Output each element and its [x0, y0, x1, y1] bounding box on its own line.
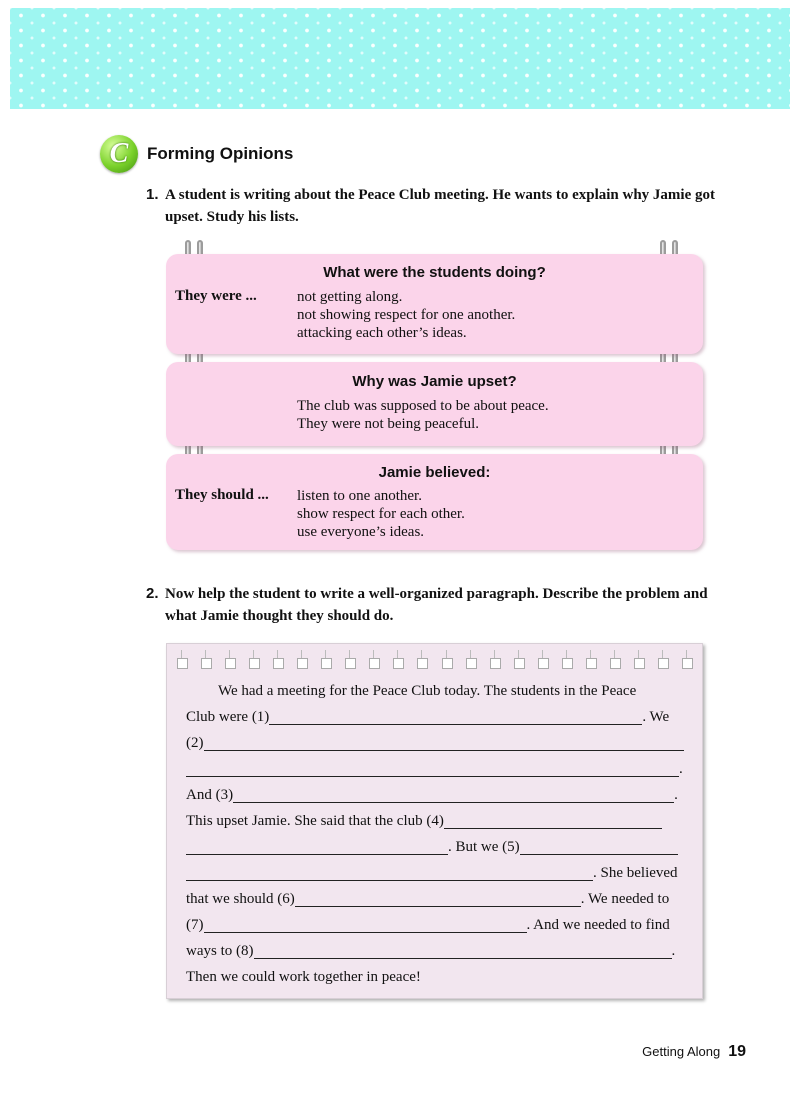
question-2-text: Now help the student to write a well-organized paragraph. Describe the problem and what Jamie thought they should do.: [165, 586, 708, 624]
list-card-lines: [297, 397, 549, 433]
paragraph-text: . But we (5): [448, 839, 520, 855]
answer-blank-7[interactable]: [204, 915, 527, 933]
list-card-title: Jamie believed:: [378, 464, 491, 481]
list-card-lead: They should ...: [175, 487, 269, 503]
answer-blank-1[interactable]: [269, 707, 642, 725]
paragraph-text: Then we could work together in peace!: [186, 969, 421, 985]
list-card-jamie-believed: [166, 454, 703, 550]
section-title: Forming Opinions: [147, 144, 294, 163]
page-number: 19: [728, 1043, 746, 1060]
paragraph-text: And (3): [186, 787, 234, 803]
list-card-students-doing: [166, 254, 703, 354]
list-card-title: What were the students doing?: [323, 264, 546, 281]
list-card-title: Why was Jamie upset?: [352, 373, 517, 390]
list-item: not showing respect for one another.: [297, 307, 516, 323]
question-2-number: 2.: [146, 585, 159, 602]
question-2: [146, 583, 722, 627]
question-1-text: A student is writing about the Peace Club meeting. He wants to explain why Jamie got upset. Study his lists.: [165, 187, 715, 225]
answer-blank-2[interactable]: [204, 733, 684, 751]
answer-blank-5-continued[interactable]: [186, 863, 593, 881]
paragraph-text: Club were (1): [186, 709, 270, 725]
paragraph-text: . We: [642, 709, 670, 725]
list-item: attacking each other’s ideas.: [297, 325, 467, 341]
list-item: listen to one another.: [297, 488, 422, 504]
paragraph-text: .: [671, 943, 676, 959]
list-item: They were not being peaceful.: [297, 416, 479, 432]
paragraph-text: (7): [186, 917, 204, 933]
paragraph-text: (2): [186, 735, 204, 751]
paragraph-text: that we should (6): [186, 891, 295, 907]
paragraph-text: . And we needed to find: [526, 917, 670, 933]
answer-blank-5[interactable]: [520, 837, 678, 855]
list-item: not getting along.: [297, 289, 403, 305]
answer-blank-2-continued[interactable]: [186, 759, 679, 777]
list-card-lead: They were ...: [175, 288, 257, 304]
paragraph-text: ways to (8): [186, 943, 254, 959]
paragraph-text: . We needed to: [580, 891, 670, 907]
answer-blank-8[interactable]: [254, 941, 672, 959]
paragraph-notepad: [166, 643, 703, 999]
paragraph-text: We had a meeting for the Peace Club today. The students in the Peace: [218, 683, 637, 699]
question-1: [146, 184, 722, 228]
notepad-spiral-tabs: [177, 650, 692, 670]
fill-in-paragraph: [186, 678, 684, 990]
list-card-lines: [297, 487, 465, 541]
list-item: use everyone’s ideas.: [297, 524, 425, 540]
section-heading: [100, 134, 293, 174]
question-1-number: 1.: [146, 186, 159, 203]
list-item: The club was supposed to be about peace.: [297, 398, 549, 414]
answer-blank-4-continued[interactable]: [186, 837, 448, 855]
answer-blank-4[interactable]: [444, 811, 662, 829]
paragraph-text: .: [674, 787, 678, 803]
list-item: show respect for each other.: [297, 506, 465, 522]
list-card-lines: [297, 288, 515, 342]
paragraph-text: . She believed: [593, 865, 678, 881]
page-footer: [642, 1043, 746, 1061]
header-banner: [10, 8, 790, 109]
paragraph-text: This upset Jamie. She said that the club (4): [186, 813, 444, 829]
answer-blank-3[interactable]: [233, 785, 674, 803]
footer-unit-title: Getting Along: [642, 1044, 721, 1059]
list-card-jamie-upset: [166, 362, 703, 446]
section-badge: C: [100, 135, 138, 173]
answer-blank-6[interactable]: [295, 889, 581, 907]
paragraph-text: .: [679, 761, 683, 777]
